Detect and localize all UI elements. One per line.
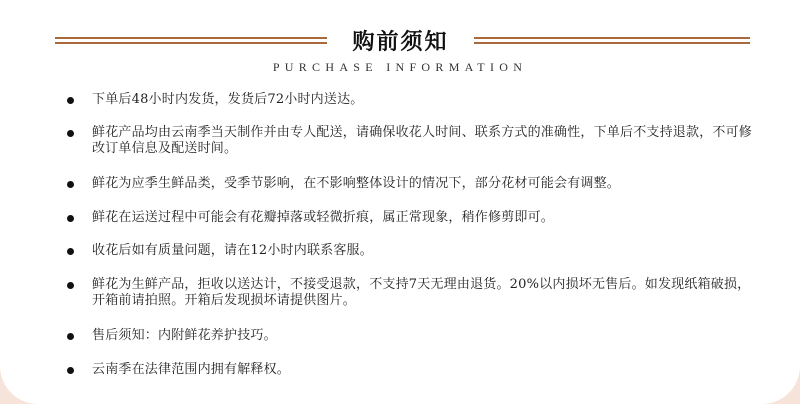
right-divider [474,37,750,45]
list-item-text: 鲜花产品均由云南季当天制作并由专人配送，请确保收花人时间、联系方式的准确性，下单后不支持退款，不可修改订单信息及配送时间。 [92,125,753,156]
bullet-icon [67,333,74,340]
list-item-text: 鲜花为生鲜产品，拒收以送达计，不接受退款，不支持7天无理由退货。20%以内损坏无售后。如发现纸箱破损，开箱前请拍照。开箱后发现损坏请提供图片。 [92,277,751,308]
list-item-text: 售后须知：内附鲜花养护技巧。 [92,328,277,343]
section-subtitle: PURCHASE INFORMATION [272,60,528,74]
bullet-icon [67,215,74,222]
list-item-text: 鲜花为应季生鲜品类，受季节影响，在不影响整体设计的情况下，部分花材可能会有调整。 [92,176,621,191]
section-header [0,0,800,80]
bullet-icon [67,248,74,255]
list-item-text: 鲜花在运送过程中可能会有花瓣掉落或轻微折痕，属正常现象，稍作修剪即可。 [92,210,555,225]
list-item-text: 云南季在法律范围内拥有解释权。 [92,362,291,377]
list-item-text: 收花后如有质量问题，请在12小时内联系客服。 [92,243,373,258]
left-divider [55,37,327,45]
bullet-icon [67,282,74,289]
section-title: 购前须知 [352,29,449,55]
list-item-text: 下单后48小时内发货，发货后72小时内送达。 [92,92,364,107]
bullet-icon [67,130,74,137]
bullet-icon [67,367,74,374]
bullet-icon [67,97,74,104]
bullet-icon [67,181,74,188]
